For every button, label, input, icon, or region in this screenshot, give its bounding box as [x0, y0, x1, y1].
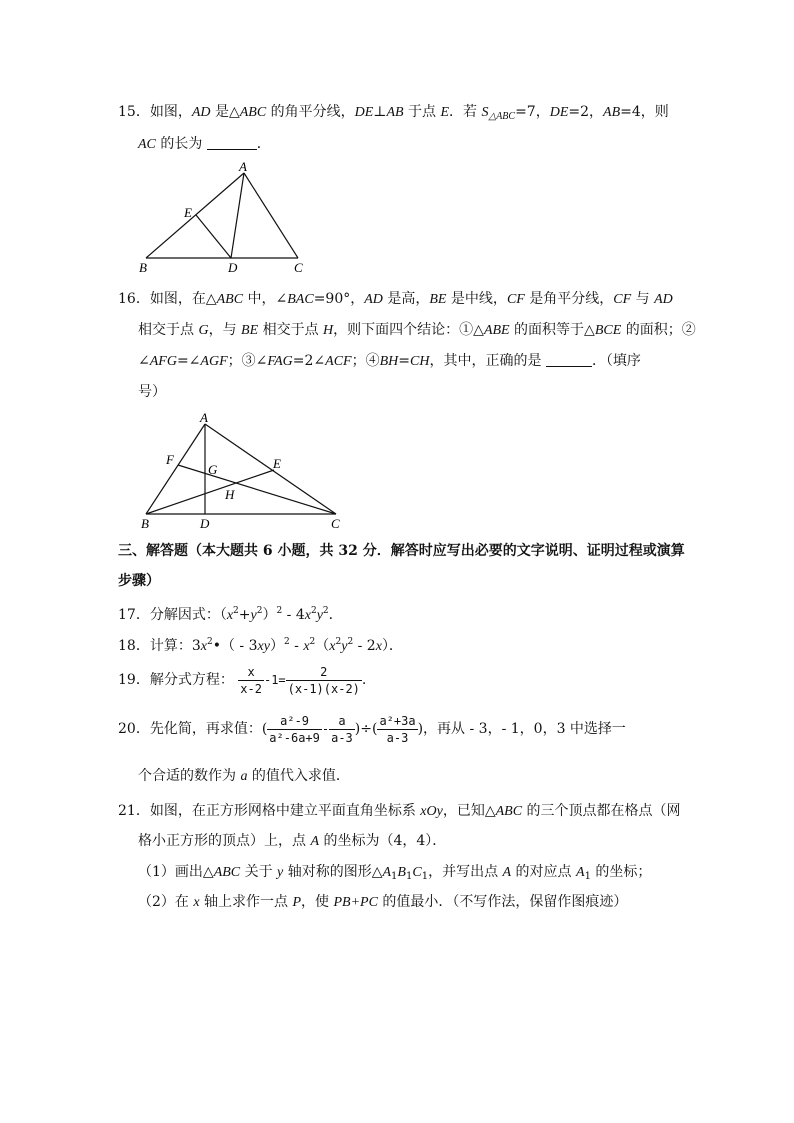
subscript: 1 [391, 871, 398, 882]
var: AGF [200, 354, 228, 369]
var: a [240, 769, 248, 784]
text: ．若 [449, 104, 482, 120]
text: 的面积等于△ [509, 322, 595, 338]
var: ABC [216, 292, 244, 307]
text: 与 [631, 291, 655, 307]
var: ABC [495, 804, 523, 819]
var: AB [386, 105, 404, 120]
text: =2∠ [292, 353, 326, 369]
exponent: 2 [322, 606, 329, 616]
text: ） [262, 607, 277, 623]
text: ） [269, 638, 284, 654]
text: =90°， [313, 291, 365, 307]
question-number: 21． [118, 803, 150, 819]
subscript: 1 [405, 871, 413, 882]
q19 [118, 663, 366, 697]
text: 关于 [240, 864, 278, 880]
text: ．（填序 [591, 353, 641, 369]
var: BE [429, 292, 447, 307]
fraction [377, 713, 417, 746]
var: P [292, 895, 302, 910]
label-c: C [294, 260, 303, 275]
text: 个合适的数作为 [138, 768, 241, 784]
text: 格小正方形的顶点）上，点 [138, 833, 311, 849]
label-e: E [184, 205, 192, 220]
text: （1）画出△ [138, 864, 214, 880]
q21-line1 [118, 801, 681, 822]
var: AD [654, 292, 673, 307]
denominator: a-3 [386, 730, 409, 745]
text: ，使 [301, 894, 334, 910]
var: FAG [267, 354, 293, 369]
fraction [267, 713, 322, 746]
exponent: 2 [206, 637, 213, 647]
text: 分解因式：（ [149, 607, 227, 623]
numerator: a²-9 [267, 713, 322, 730]
var: x [200, 639, 207, 654]
exponent: 2 [335, 637, 342, 647]
question-number: 19． [118, 672, 150, 688]
text: - 2 [353, 638, 376, 654]
numerator: 2 [286, 664, 362, 681]
question-number: 15． [118, 104, 150, 120]
text: ，与 [208, 322, 242, 338]
text: ）． [381, 638, 403, 654]
text: 是角平分线， [524, 291, 614, 307]
var: ABE [483, 323, 510, 338]
q20-line2 [138, 766, 350, 787]
var: y [250, 608, 257, 623]
var: x [375, 639, 382, 654]
text: + [238, 607, 251, 623]
text: 相交于点 [138, 322, 199, 338]
label-b: B [139, 260, 147, 275]
fraction [238, 664, 264, 697]
label-h: H [225, 487, 235, 502]
var: CF [613, 292, 632, 307]
var: AD [364, 292, 383, 307]
denominator: x-2 [240, 681, 262, 696]
text: 的坐标为（4，4）． [319, 833, 447, 849]
q16-triangle-figure [136, 408, 356, 533]
text: ，已知△ [442, 803, 496, 819]
var: E [440, 105, 450, 120]
exponent: 2 [309, 637, 316, 647]
var: y [316, 608, 323, 623]
q21-part1 [138, 862, 651, 887]
text: 解分式方程： [149, 672, 234, 688]
text: 轴对称的图形△ [283, 864, 383, 880]
var: CH [410, 354, 430, 369]
q16-line3 [138, 351, 641, 372]
q15-line1 [118, 102, 669, 127]
numerator: a²+3a [379, 713, 416, 728]
var: AD [191, 105, 211, 120]
exponent: 2 [276, 606, 283, 616]
var: BE [241, 323, 259, 338]
question-number: 18． [118, 638, 150, 654]
text: 的对应点 [511, 864, 576, 880]
text: 先化简，再求值：( [149, 721, 268, 737]
text: 轴上求作一点 [199, 894, 293, 910]
var: xOy [420, 804, 443, 819]
var: H [323, 323, 334, 338]
text: 的值代入求值． [247, 768, 350, 784]
text: 相交于点 [258, 322, 324, 338]
text: ；④ [351, 353, 380, 369]
text: =2， [568, 104, 604, 120]
text: 如图， [149, 104, 192, 120]
text: =4，则 [620, 104, 669, 120]
question-number: 17． [118, 607, 150, 623]
var: PB+PC [333, 895, 378, 910]
numerator: a [329, 713, 355, 730]
text: 是中线， [446, 291, 507, 307]
denominator: (x-1)(x-2) [287, 681, 360, 696]
var: A [310, 834, 320, 849]
text: •（ - 3 [212, 638, 258, 654]
side-ab [146, 173, 244, 258]
q15-triangle-figure [130, 160, 330, 280]
denominator: a-3 [331, 730, 353, 745]
var: y [277, 865, 284, 880]
exponent: 2 [233, 606, 239, 616]
var: AFG [149, 354, 177, 369]
side-ac [244, 173, 298, 258]
text: )÷( [354, 721, 378, 737]
q15-line2 [138, 134, 271, 155]
exponent: 2 [310, 606, 317, 616]
text: - [321, 722, 330, 736]
q16-line4: 号） [138, 384, 166, 400]
text: 的值最小．（不写作法，保留作图痕迹） [377, 894, 628, 910]
text: ，并写出点 [428, 864, 503, 880]
segment-de [196, 215, 231, 258]
var: x [304, 608, 311, 623]
fraction [286, 664, 362, 697]
section-heading-cont: 步骤） [118, 573, 160, 589]
text: -1= [263, 673, 286, 687]
section-heading: 三、解答题（本大题共 6 小题，共 32 分．解答时应写出必要的文字说明、证明过程或演算 [118, 543, 685, 559]
var: DE [549, 105, 569, 120]
var: x [226, 608, 234, 623]
var: AB [603, 105, 621, 120]
var: C [412, 865, 422, 880]
question-number: 20． [118, 721, 150, 737]
question-number: 16． [118, 291, 150, 307]
side-ab [146, 424, 205, 514]
var: BAC [287, 292, 314, 307]
text: =∠ [176, 353, 201, 369]
text: 的长为 [155, 136, 203, 152]
text: 如图，在△ [149, 291, 217, 307]
text: ，其中，正确的是 [429, 353, 542, 369]
label-a: A [239, 160, 247, 174]
text: 的三个顶点都在格点（网 [522, 803, 681, 819]
label-a: A [200, 410, 208, 425]
bisector-cf [178, 465, 336, 514]
var: A [502, 865, 512, 880]
var: DE [354, 105, 374, 120]
q18: 18．计算：$3x^2•( - 3xy)^2 - x^2(x^2y^2 - 2x)$． [118, 637, 403, 654]
text: 如图，在正方形网格中建立平面直角坐标系 [149, 803, 421, 819]
exponent: 2 [256, 606, 263, 616]
label-b: B [141, 516, 149, 531]
var: ABC [213, 865, 241, 880]
label-f: F [166, 452, 174, 467]
exponent: 2 [347, 637, 354, 647]
text: ∠ [138, 353, 150, 369]
text: ． [328, 607, 343, 623]
text: 的面积；② [621, 322, 696, 338]
var: A [576, 865, 585, 880]
q20-line1 [118, 710, 626, 748]
text: 的角平分线， [266, 104, 355, 120]
text: ；③∠ [227, 353, 268, 369]
text: - 4 [282, 607, 305, 623]
var: ACF [325, 354, 352, 369]
q17 [118, 601, 343, 626]
text: =7， [515, 104, 550, 120]
var: S [481, 105, 489, 120]
subscript: 1 [421, 871, 429, 882]
var: x [303, 639, 310, 654]
text: 是高， [382, 291, 430, 307]
answer-blank[interactable] [546, 352, 592, 367]
q21-line2 [138, 831, 446, 852]
var: x [329, 639, 336, 654]
q16-line2 [138, 320, 696, 341]
var: A [382, 865, 392, 880]
text: 中，∠ [243, 291, 288, 307]
label-d: D [228, 260, 238, 275]
subscript: △ABC [488, 111, 516, 122]
q21-part2 [138, 892, 627, 913]
text: ⊥ [373, 104, 387, 120]
segment-ad [231, 173, 244, 258]
text: （ [315, 638, 330, 654]
var: xy [257, 639, 270, 654]
var: AC [138, 137, 156, 152]
label-d: D [200, 516, 210, 531]
text: 计算：3 [149, 638, 201, 654]
text: 于点 [403, 104, 441, 120]
text: ． [256, 136, 271, 152]
answer-blank[interactable] [207, 135, 257, 150]
label-e: E [273, 456, 281, 471]
var: CF [506, 292, 525, 307]
text: 的坐标； [590, 864, 652, 880]
var: G [198, 323, 209, 338]
text: （2）在 [138, 894, 194, 910]
text: . [361, 672, 367, 688]
exponent: 2 [283, 637, 290, 647]
var: ABC [239, 105, 267, 120]
text: - [289, 638, 304, 654]
fraction [329, 713, 355, 746]
var: BCE [594, 323, 622, 338]
numerator: x [238, 664, 264, 681]
var: x [193, 895, 200, 910]
label-c: C [331, 516, 340, 531]
denominator: a²-6a+9 [269, 730, 320, 745]
text: )，再从 - 3，- 1，0，3 中选择一 [417, 721, 626, 737]
text: ，则下面四个结论：①△ [333, 322, 484, 338]
var: B [397, 865, 406, 880]
subscript: 1 [584, 871, 591, 882]
text: = [398, 353, 411, 369]
q16-line1 [118, 289, 673, 310]
var: BH [379, 354, 399, 369]
label-g: G [208, 462, 218, 477]
text: 是△ [210, 104, 240, 120]
